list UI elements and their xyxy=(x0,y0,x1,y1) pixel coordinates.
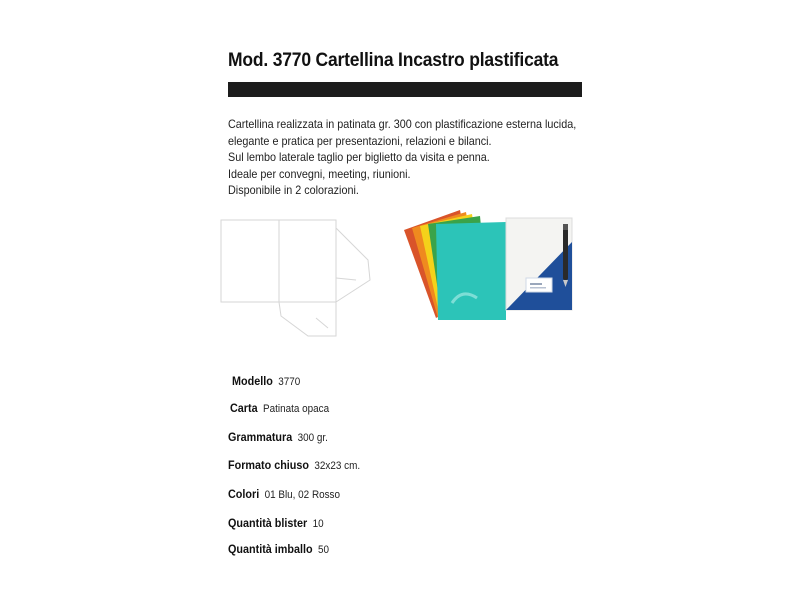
spec-value: 10 xyxy=(312,518,324,530)
spec-label: Carta xyxy=(230,401,258,415)
description-line: Sul lembo laterale taglio per biglietto da visita e penna. xyxy=(228,150,490,164)
spec-row-grammatura xyxy=(228,428,328,446)
spec-label: Grammatura xyxy=(228,430,293,444)
spec-row-formato-chiuso xyxy=(228,456,360,474)
folder-product-photo xyxy=(402,208,574,324)
folder-diecut-schematic xyxy=(218,218,378,340)
spec-value: 50 xyxy=(318,544,330,556)
description-line: Cartellina realizzata in patinata gr. 300 con plastificazione esterna lucida, xyxy=(228,117,577,131)
spec-label: Formato chiuso xyxy=(228,458,310,472)
title-underline-bar xyxy=(228,82,582,97)
spec-value: 3770 xyxy=(278,376,301,388)
spec-row-quantita-imballo xyxy=(228,540,329,558)
spec-label: Colori xyxy=(228,487,260,501)
spec-label: Quantità blister xyxy=(228,516,308,530)
spec-value: Patinata opaca xyxy=(263,403,330,415)
description-line: Ideale per convegni, meeting, riunioni. xyxy=(228,166,411,181)
spec-row-modello xyxy=(232,372,300,390)
spec-value: 01 Blu, 02 Rosso xyxy=(264,489,341,501)
product-description xyxy=(228,116,577,199)
spec-row-carta xyxy=(230,399,329,417)
pen-icon xyxy=(563,224,568,287)
teal-folder xyxy=(436,222,506,320)
spec-label: Modello xyxy=(232,374,273,388)
description-line: Disponibile in 2 colorazioni. xyxy=(228,183,359,197)
spec-value: 300 gr. xyxy=(297,432,328,444)
spec-value: 32x23 cm. xyxy=(314,460,361,472)
description-line: elegante e pratica per presentazioni, relazioni e bilanci. xyxy=(228,133,492,148)
spec-row-colori xyxy=(228,485,340,503)
spec-label: Quantità imballo xyxy=(228,542,313,556)
page-title: Mod. 3770 Cartellina Incastro plastificata xyxy=(228,50,559,71)
spec-row-quantita-blister xyxy=(228,514,324,532)
